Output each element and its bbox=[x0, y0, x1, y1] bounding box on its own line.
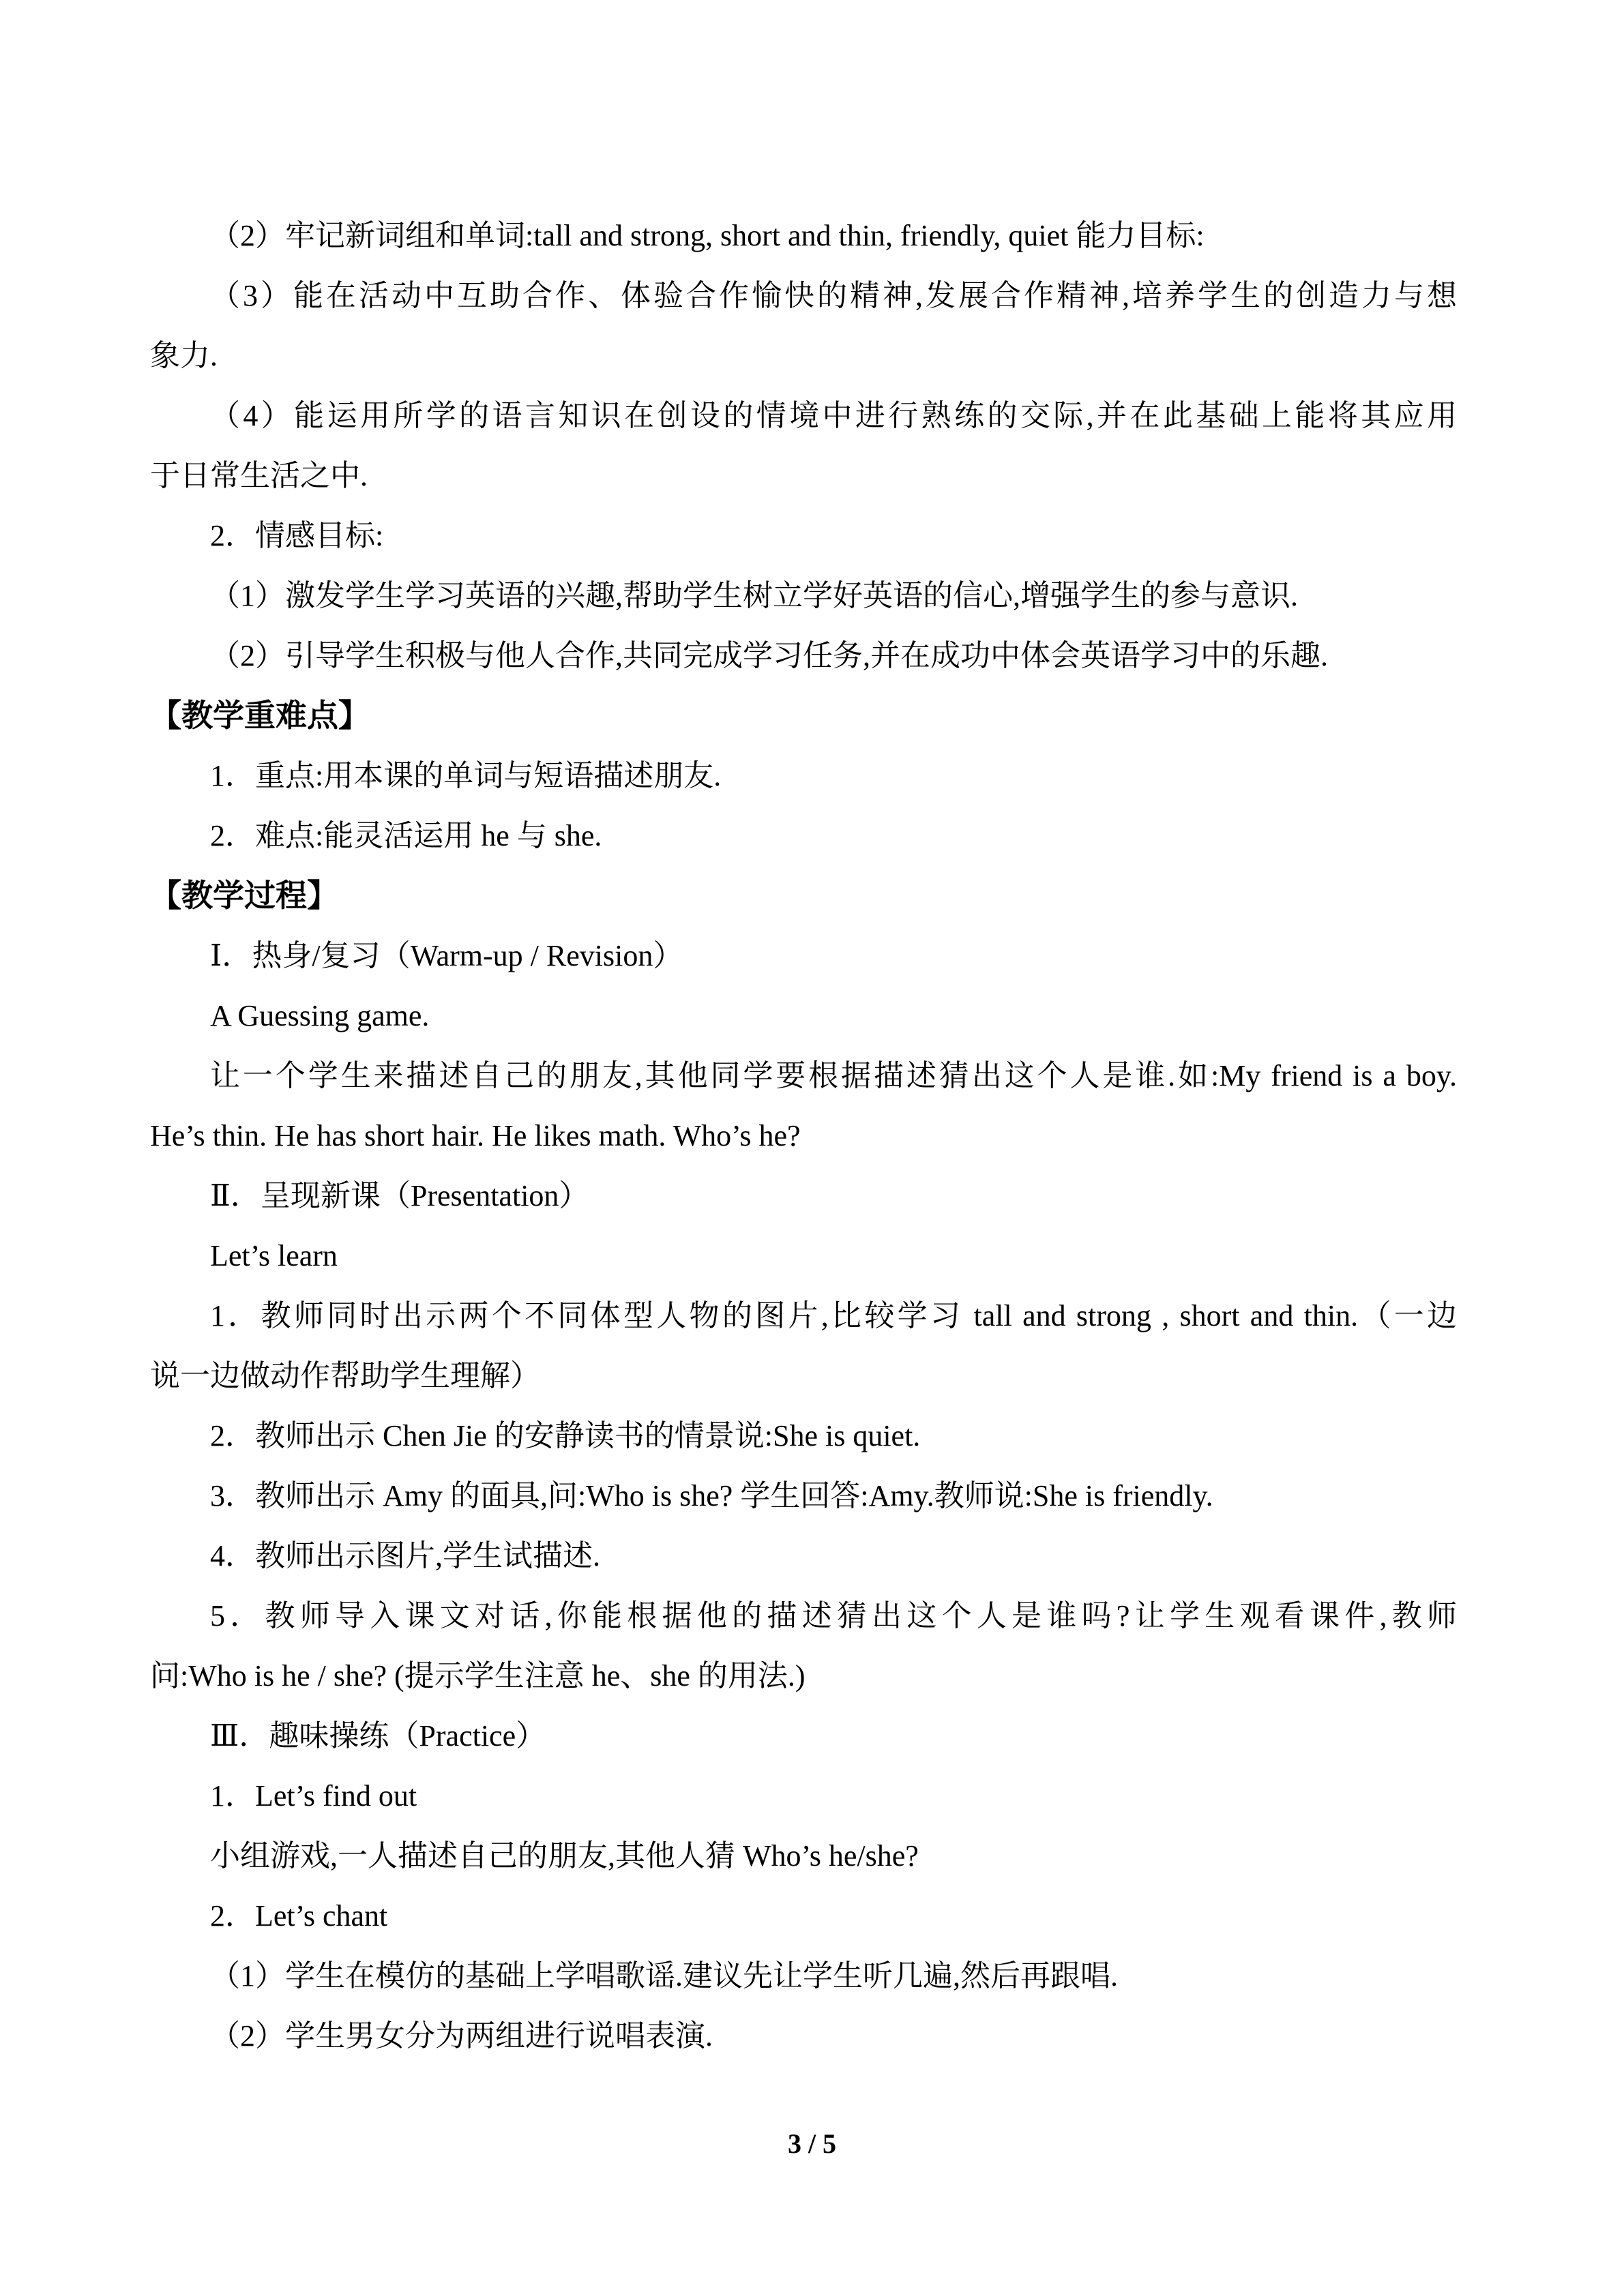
para-ability-goal-4: （4）能运用所学的语言知识在创设的情境中进行熟练的交际,并在此基础上能将其应用 bbox=[210, 399, 1457, 432]
para-presentation-1-cont: 说一边做动作帮助学生理解） bbox=[150, 1359, 540, 1392]
para-ability-goal-3: （3）能在活动中互助合作、体验合作愉快的精神,发展合作精神,培养学生的创造力与想 bbox=[210, 279, 1457, 312]
heading-teaching-process: 【教学过程】 bbox=[150, 878, 338, 913]
para-presentation-2: 2．教师出示 Chen Jie 的安静读书的情景说:She is quiet. bbox=[210, 1419, 921, 1452]
para-knowledge-goal-2: （2）牢记新词组和单词:tall and strong, short and thin, friendly, quiet 能力目标: bbox=[210, 219, 1205, 252]
para-lets-learn: Let’s learn bbox=[210, 1239, 338, 1272]
para-step1-warmup: Ⅰ．热身/复习（Warm-up / Revision） bbox=[210, 939, 683, 972]
para-step2-presentation: Ⅱ．呈现新课（Presentation） bbox=[210, 1179, 589, 1212]
para-ability-goal-3-cont: 象力. bbox=[150, 339, 218, 372]
para-difficult-point: 2．难点:能灵活运用 he 与 she. bbox=[210, 819, 602, 852]
para-presentation-4: 4．教师出示图片,学生试描述. bbox=[210, 1539, 600, 1572]
para-ability-goal-4-cont: 于日常生活之中. bbox=[150, 459, 368, 492]
para-emotion-goal-title: 2．情感目标: bbox=[210, 519, 384, 552]
para-find-out-desc: 小组游戏,一人描述自己的朋友,其他人猜 Who’s he/she? bbox=[210, 1839, 919, 1873]
para-guessing-game-desc-cont: He’s thin. He has short hair. He likes math. Who’s he? bbox=[150, 1119, 801, 1152]
para-presentation-3: 3．教师出示 Amy 的面具,问:Who is she? 学生回答:Amy.教师说:She is friendly. bbox=[210, 1479, 1213, 1512]
para-presentation-1: 1．教师同时出示两个不同体型人物的图片,比较学习 tall and strong , short and thin.（一边 bbox=[210, 1299, 1457, 1332]
para-step3-practice: Ⅲ．趣味操练（Practice） bbox=[210, 1719, 546, 1753]
para-key-point: 1．重点:用本课的单词与短语描述朋友. bbox=[210, 759, 722, 792]
para-lets-chant: 2．Let’s chant bbox=[210, 1899, 388, 1933]
para-emotion-goal-2: （2）引导学生积极与他人合作,共同完成学习任务,并在成功中体会英语学习中的乐趣. bbox=[210, 639, 1328, 672]
para-guessing-game: A Guessing game. bbox=[210, 999, 430, 1032]
para-chant-1: （1）学生在模仿的基础上学唱歌谣.建议先让学生听几遍,然后再跟唱. bbox=[210, 1959, 1118, 1993]
para-presentation-5-cont: 问:Who is he / she? (提示学生注意 he、she 的用法.) bbox=[150, 1659, 806, 1693]
para-emotion-goal-1: （1）激发学生学习英语的兴趣,帮助学生树立学好英语的信心,增强学生的参与意识. bbox=[210, 579, 1298, 612]
para-presentation-5: 5．教师导入课文对话,你能根据他的描述猜出这个人是谁吗?让学生观看课件,教师 bbox=[210, 1599, 1457, 1632]
para-guessing-game-desc: 让一个学生来描述自己的朋友,其他同学要根据描述猜出这个人是谁.如:My friend is a boy. bbox=[210, 1059, 1457, 1092]
page-number: 3 / 5 bbox=[787, 2128, 837, 2159]
heading-key-difficult-points: 【教学重难点】 bbox=[150, 698, 370, 733]
para-lets-find-out: 1．Let’s find out bbox=[210, 1779, 417, 1813]
para-chant-2: （2）学生男女分为两组进行说唱表演. bbox=[210, 2019, 713, 2053]
document-body bbox=[150, 206, 1457, 2066]
